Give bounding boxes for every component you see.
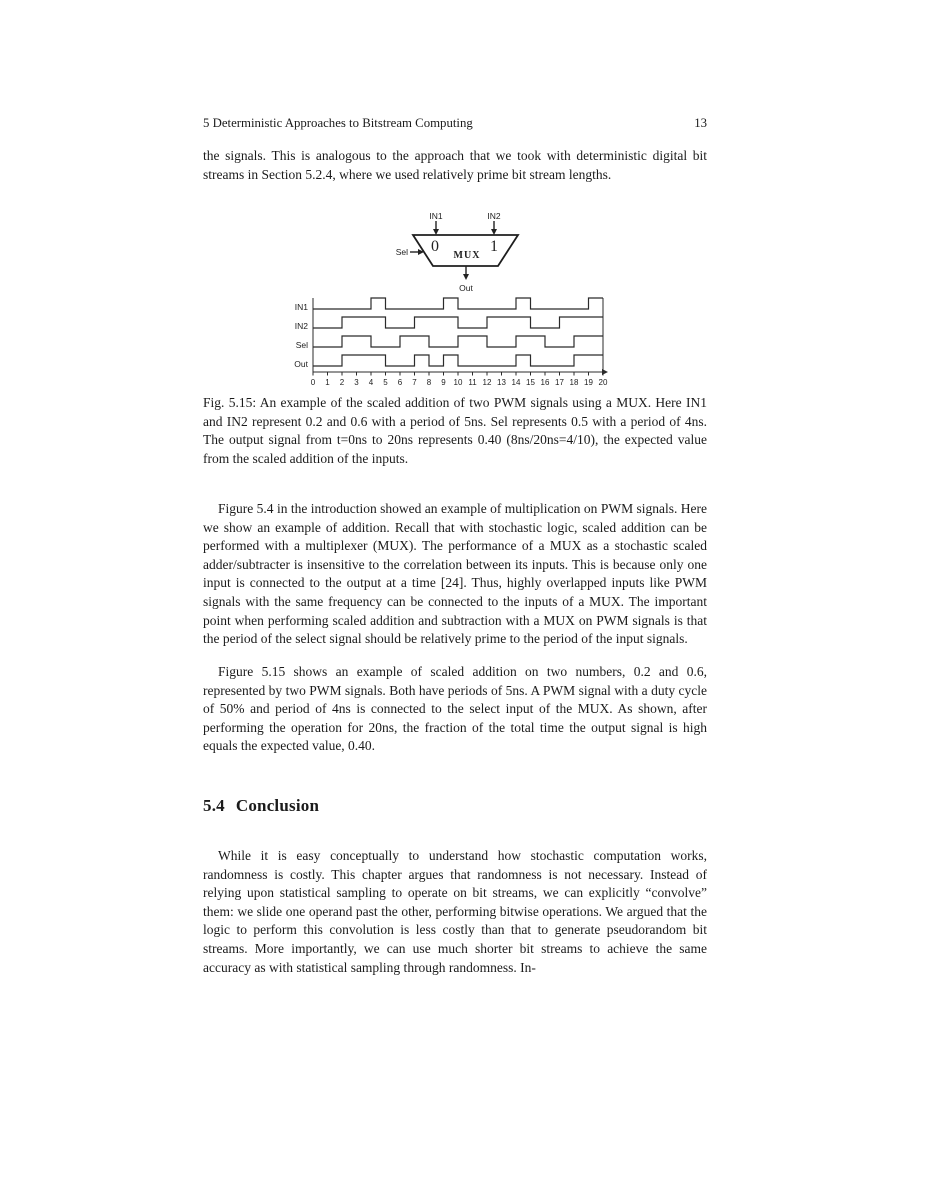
mux-out-label: Out [459,283,473,293]
mux-label: MUX [453,250,481,261]
mux-in1-label: IN1 [429,211,443,221]
tick-label-9: 9 [441,378,446,387]
conclusion-paragraph: While it is easy conceptually to understand how stochastic computation works, randomness is costly. This chapter argues that randomness is not necessary. Instead of relying upon statistical sampling to operate on bit streams, we can explicitly “convolve” them: we slide one operand past the other, performing bitwise operations. We argued that the logic to perform this convolution is less costly than that to generate pseudorandom bit streams. More importantly, we can use much shorter bit streams to achieve the same accuracy as with statistical sampling through randomness. In- [203,848,707,975]
page-number: 13 [694,116,707,130]
waveform-out [313,355,603,366]
section-heading [203,796,319,816]
tick-label-11: 11 [468,378,477,387]
tick-label-4: 4 [368,378,374,387]
tick-label-18: 18 [569,378,579,387]
out-arrow-icon [463,266,469,280]
mux-port1-label: 1 [490,238,498,255]
in2-arrow-icon [491,221,497,235]
tick-label-14: 14 [511,378,521,387]
tick-label-17: 17 [555,378,564,387]
tick-label-1: 1 [325,378,330,387]
tick-label-10: 10 [453,378,463,387]
waveform-sel [313,336,603,347]
waveform-in1 [313,298,603,309]
signal-label-sel: Sel [295,340,308,350]
mux-port0-label: 0 [431,238,439,255]
signal-label-in1: IN1 [294,302,308,312]
tick-label-20: 20 [598,378,608,387]
tick-label-13: 13 [497,378,506,387]
tick-label-6: 6 [397,378,403,387]
body-paragraph-1: Figure 5.4 in the introduction showed an example of multiplication on PWM signals. Here we show an example of addition. Recall that with stochastic logic, scaled addition can be performed with a multiplexer (MUX). The performance of a MUX as a stochastic scaled adder/subtracter is insensitive to the correlation between its inputs. This is because only one input is connected to the output at a time [24]. Thus, highly overlapped inputs like PWM signals with the same frequency can be connected to the inputs of a MUX. The important point when performing scaled addition and subtraction with a MUX on PWM signals is that the period of the select signal should be relatively prime to the period of the input signals. [203,501,707,647]
tick-label-0: 0 [310,378,316,387]
tick-label-2: 2 [339,378,345,387]
in1-arrow-icon [433,221,439,235]
section-number: 5.4 [203,796,225,815]
tick-label-19: 19 [584,378,593,387]
mux-sel-label: Sel [395,247,408,257]
signal-label-in2: IN2 [294,321,308,331]
signal-label-out: Out [294,359,308,369]
body-paragraph-2: Figure 5.15 shows an example of scaled addition on two numbers, 0.2 and 0.6, represented by two PWM signals. Both have periods of 5ns. A PWM signal with a duty cycle of 50% and period of 4ns is connected to the select input of the MUX. As shown, after performing the operation for 20ns, the fraction of the total time the output signal is high equals the expected value, 0.40. [203,664,707,754]
tick-label-5: 5 [383,378,388,387]
tick-label-8: 8 [426,378,432,387]
waveform-in2 [313,317,603,328]
tick-label-7: 7 [412,378,417,387]
intro-paragraph: the signals. This is analogous to the approach that we took with deterministic digital bit streams in Section 5.2.4, where we used relatively prime bit stream lengths. [203,148,707,182]
timing-diagram [281,288,626,390]
mux-in2-label: IN2 [487,211,501,221]
tick-label-12: 12 [482,378,492,387]
figure-caption: Fig. 5.15: An example of the scaled addition of two PWM signals using a MUX. Here IN1 and IN2 represent 0.2 and 0.6 with a period of 5ns. Sel represents 0.5 with a period of 4ns. The output signal from t=0ns to 20ns represents 0.40 (8ns/20ns=4/10), the expected value from the scaled addition of the inputs. [203,395,707,466]
tick-label-3: 3 [354,378,359,387]
running-title: 5 Deterministic Approaches to Bitstream Computing [203,116,473,130]
page-header [203,116,707,131]
tick-label-16: 16 [540,378,550,387]
section-title: Conclusion [235,796,320,815]
mux-diagram [385,203,535,295]
tick-label-15: 15 [526,378,535,387]
